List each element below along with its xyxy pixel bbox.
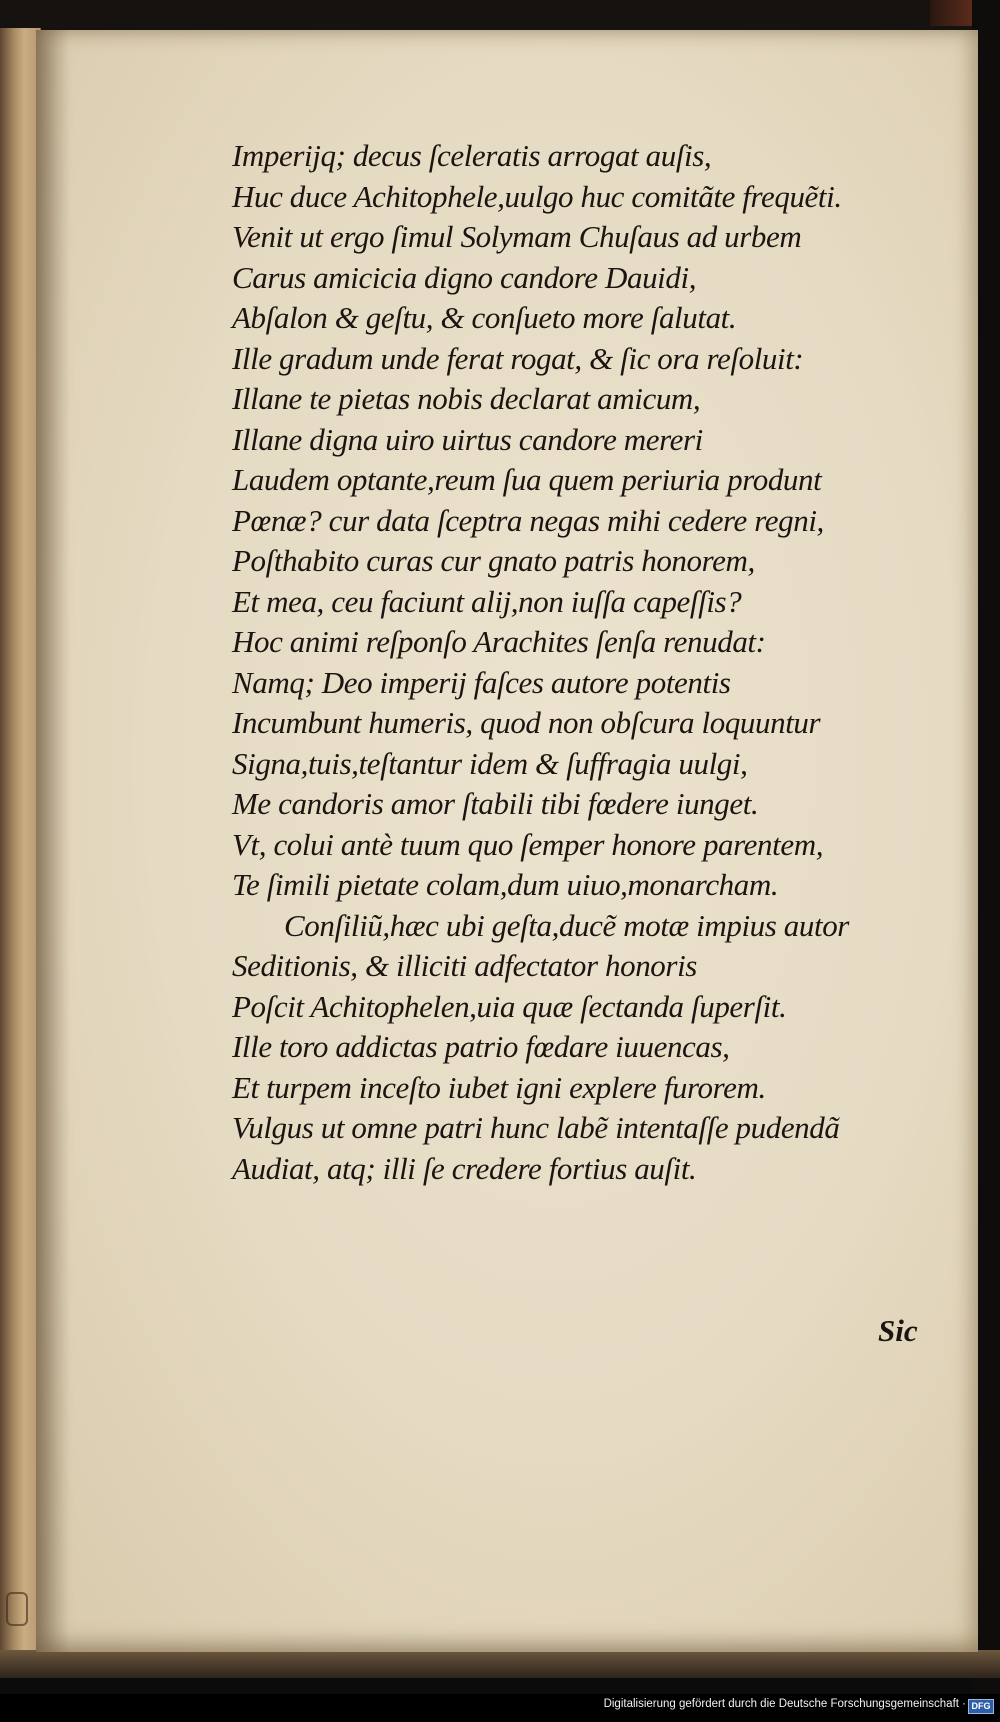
book-bottom-edge bbox=[0, 1650, 1000, 1678]
verse-line: Ille gradum unde ferat rogat, & ſic ora reſoluit: bbox=[232, 340, 804, 376]
verse-line: Abſalon & geſtu, & conſueto more ſalutat. bbox=[232, 300, 737, 335]
verse-line: Audiat, atq; illi ſe credere fortius auſit. bbox=[232, 1150, 697, 1186]
dfg-logo-icon: DFG bbox=[968, 1699, 994, 1714]
verse-line: Ille toro addictas patrio fœdare iuuencas, bbox=[232, 1029, 730, 1064]
verse-line: Pœnæ? cur data ſceptra negas mihi cedere regni, bbox=[232, 502, 824, 538]
verse-line: Seditionis, & illiciti adfectator honoris bbox=[232, 948, 697, 983]
verse-line-indented: Conſiliũ,hæc ubi geſta,ducẽ motæ impius autor bbox=[284, 907, 849, 943]
verse-line: Venit ut ergo ſimul Solymam Chuſaus ad urbem bbox=[232, 219, 802, 254]
verse-line: Carus amicicia digno candore Dauidi, bbox=[232, 259, 697, 295]
verse-line: Vt, colui antè tuum quo ſemper honore parentem, bbox=[232, 826, 824, 862]
verse-line: Laudem optante,reum ſua quem periuria produnt bbox=[232, 462, 822, 497]
verse-line: Signa,tuis,teſtantur idem & ſuffragia uulgi, bbox=[232, 745, 748, 781]
verse-line: Incumbunt humeris, quod non obſcura loquuntur bbox=[232, 705, 821, 740]
verse-text bbox=[232, 136, 942, 1189]
clip-mark-icon bbox=[6, 1592, 28, 1626]
page-gutter-shadow bbox=[36, 30, 70, 1652]
catchword: Sic bbox=[878, 1313, 918, 1348]
book-spine-edge bbox=[0, 28, 41, 1658]
verse-line: Et turpem inceſto iubet igni explere furorem. bbox=[232, 1069, 766, 1105]
verse-line: Poſthabito curas cur gnato patris honorem, bbox=[232, 543, 755, 578]
verse-line: Huc duce Achitophele,uulgo huc comitãte frequẽti. bbox=[232, 178, 842, 214]
funding-credit: Digitalisierung gefördert durch die Deutsche Forschungsgemeinschaft · bbox=[603, 1698, 966, 1710]
verse-line: Te ſimili pietate colam,dum uiuo,monarcham. bbox=[232, 867, 779, 902]
verse-line: Et mea, ceu faciunt alij,non iuſſa capeſſis? bbox=[232, 583, 742, 619]
verse-line: Illane digna uiro uirtus candore mereri bbox=[232, 421, 703, 457]
verse-line: Vulgus ut omne patri hunc labẽ intentaſſe pudendã bbox=[232, 1110, 840, 1145]
verse-line: Me candoris amor ſtabili tibi fœdere iunget. bbox=[232, 786, 759, 821]
verse-line: Imperijq; decus ſceleratis arrogat auſis, bbox=[232, 138, 712, 173]
verse-line: Poſcit Achitophelen,uia quæ ſectanda ſuperſit. bbox=[232, 988, 787, 1024]
verse-line: Namq; Deo imperij faſces autore potentis bbox=[232, 664, 731, 700]
verse-line: Illane te pietas nobis declarat amicum, bbox=[232, 381, 701, 416]
verse-line: Hoc animi reſponſo Arachites ſenſa renudat: bbox=[232, 624, 766, 659]
